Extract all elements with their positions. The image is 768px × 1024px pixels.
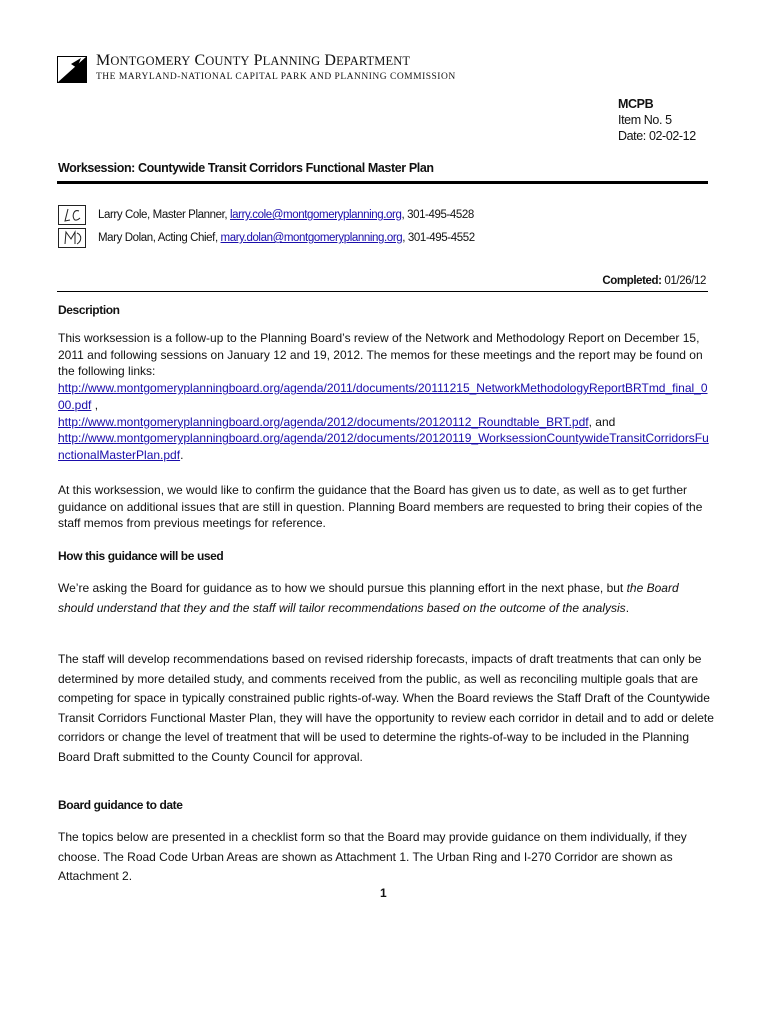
guidance-use-emphasis: the Board should understand that they and the staff will tailor recommendations based on the outcome of the analysis <box>58 581 679 615</box>
separator: , and <box>588 414 616 429</box>
completed-label: Completed: <box>602 275 662 287</box>
guidance-to-date-heading: Board guidance to date <box>58 798 183 812</box>
author-phone: , 301-495-4528 <box>401 209 474 221</box>
author-mary-dolan <box>98 232 475 244</box>
network-methodology-link[interactable]: http://www.montgomeryplanningboard.org/agenda/2011/documents/20111215_NetworkMethodologyReportBRTmd_final_000.pdf <box>58 381 708 412</box>
separator: . <box>180 447 184 462</box>
email-link-larry-cole[interactable]: larry.cole@montgomeryplanning.org <box>229 209 402 221</box>
author-phone: , 301-495-4552 <box>402 232 475 244</box>
separator: . <box>625 600 630 615</box>
commission-name: THE MARYLAND-NATIONAL CAPITAL PARK AND PLANNING COMMISSION <box>96 72 456 82</box>
board-label: MCPB <box>618 97 654 111</box>
author-name: Mary Dolan, Acting Chief, <box>98 232 221 244</box>
document-title: Worksession: Countywide Transit Corridors Functional Master Plan <box>58 161 434 175</box>
guidance-use-heading: How this guidance will be used <box>58 549 224 563</box>
guidance-to-date-paragraph: The topics below are presented in a checklist form so that the Board may provide guidance on them individually, if they choose. The Road Code Urban Areas are shown as Attachment 1. The Urban Ring and I-270 Corridor are shown as Attachment 2. <box>58 830 687 883</box>
planning-department-logo <box>57 56 87 83</box>
completed-divider <box>57 291 708 292</box>
author-larry-cole <box>98 209 474 221</box>
meeting-meta <box>618 96 696 144</box>
separator: , <box>91 397 99 412</box>
title-divider <box>57 181 708 184</box>
description-intro: This worksession is a follow-up to the Planning Board’s review of the Network and Methodology Report on December 15, 2011 and following sessions on January 12 and 19, 2012. The memos for these meetings and the report may be found on the following links: <box>58 331 703 379</box>
meeting-date: Date: 02-02-12 <box>618 129 696 143</box>
description-paragraph-2: At this worksession, we would like to confirm the guidance that the Board has given us to date, as well as to get further guidance on additional issues that are still in question. Planning Board members are requested to bring their copies of the staff memos from previous meetings for reference. <box>58 483 703 531</box>
page-number: 1 <box>380 886 387 900</box>
initials-signature-md <box>58 228 86 248</box>
initials-signature-lc <box>58 205 86 225</box>
description-paragraph <box>58 330 714 464</box>
department-name: MONTGOMERY COUNTY PLANNING DEPARTMENT <box>96 52 411 69</box>
item-number: Item No. 5 <box>618 113 672 127</box>
guidance-use-paragraph <box>58 579 714 618</box>
completed-value: 01/26/12 <box>661 275 706 287</box>
guidance-use-paragraph-2: The staff will develop recommendations based on revised ridership forecasts, impacts of draft treatments that can only be determined by more detailed study, and comments received from the public, as well as reconciling multiple goals that are competing for space in typically constrained public rights-of-way. When the Board reviews the Staff Draft of the Countywide Transit Corridors Functional Master Plan, they will have the opportunity to review each corridor in detail and to add or delete corridors or change the level of treatment that will be used to determine the rights-of-way to be included in the Planning Board Draft submitted to the County Council for approval. <box>58 652 714 764</box>
worksession-link[interactable]: http://www.montgomeryplanningboard.org/agenda/2012/documents/20120119_WorksessionCountywideTransitCorridorsFunctionalMasterPlan.pdf <box>58 431 709 462</box>
author-name: Larry Cole, Master Planner, <box>98 209 230 221</box>
email-link-mary-dolan[interactable]: mary.dolan@montgomeryplanning.org <box>220 232 403 244</box>
completed-date <box>602 275 706 287</box>
guidance-use-text: We’re asking the Board for guidance as to how we should pursue this planning effort in the next phase, but <box>58 581 627 595</box>
roundtable-link[interactable]: http://www.montgomeryplanningboard.org/agenda/2012/documents/20120112_Roundtable_BRT.pdf <box>58 414 589 429</box>
description-heading: Description <box>58 303 120 317</box>
